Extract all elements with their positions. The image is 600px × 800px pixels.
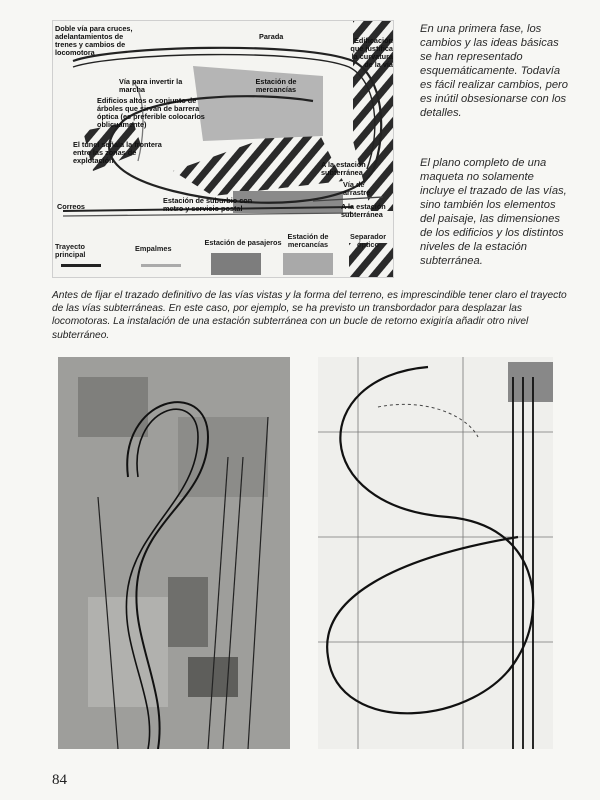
- label-doble-via: Doble vía para cruces, adelantamientos de trenes y cambios de locomotora: [55, 24, 133, 57]
- label-a-estacion-sub-1: A la estación subterránea: [321, 160, 366, 177]
- terrain-patch: [178, 417, 268, 497]
- label-parada: Parada: [259, 32, 284, 41]
- legend-estacion-pasajeros: Estación de pasajeros: [204, 238, 282, 247]
- legend-swatch-trayecto: [61, 264, 101, 267]
- track-schematic-diagram: [52, 20, 394, 278]
- suburb-track-2: [63, 213, 353, 216]
- legend-swatch-pasajeros: [211, 253, 261, 275]
- building-block: [168, 577, 208, 647]
- label-tunel: El túnel señala la frontera entre las zonas de explotación: [73, 140, 162, 165]
- legend-separador-optico: Separador óptico: [349, 232, 387, 249]
- legend-swatch-empalmes: [141, 264, 181, 267]
- label-estacion-mercancias-map: Estación de mercancías: [255, 77, 297, 94]
- label-edificacion: Edificación que justifica la curvatura de la vía: [350, 36, 393, 69]
- legend-empalmes: Empalmes: [135, 244, 172, 253]
- label-correos: Correos: [57, 202, 85, 211]
- legend-swatch-mercancias: [283, 253, 333, 275]
- model-layout-svg: [58, 357, 290, 749]
- label-via-invertir: Vía para invertir la marcha: [119, 77, 183, 94]
- legend-trayecto-principal: Trayecto principal: [55, 242, 86, 259]
- plan-station-block: [508, 362, 553, 402]
- underground-track-plan: [318, 357, 553, 749]
- side-paragraph-1: En una primera fase, los cambios y las ideas básicas se han representado esquemáticamente. Todavía es fácil realizar cambios, pero es inútil obsesionarse con los detalles.: [420, 23, 568, 119]
- page-number: 84: [52, 772, 67, 788]
- label-via-arrastre: Vía de arrastre: [343, 180, 371, 197]
- label-estacion-suburbio: Estación de suburbio con metro y servicio postal: [163, 196, 253, 213]
- legend-estacion-mercancias: Estación de mercancías: [287, 232, 329, 249]
- underground-plan-svg: [318, 357, 553, 749]
- label-a-estacion-sub-2: A la estación subterránea: [341, 202, 386, 219]
- figure-caption: Antes de fijar el trazado definitivo de las vías vistas y la forma del terreno, es imprescindible tener claro el trayecto de las vías subterráneas. En este caso, por ejemplo, se ha previsto un transbordador para desplazar las locomotoras. La instalación de una estación subterránea con un bucle de retorno exigiría añadir otro nivel subterráneo.: [52, 290, 567, 341]
- model-layout-photo: [58, 357, 290, 749]
- side-paragraph-2: El plano completo de una maqueta no solamente incluye el trazado de las vías, sino también los elementos del paisaje, las dimensiones de los edificios y los distintos niveles de la estación subterránea.: [420, 157, 567, 267]
- label-edificios-altos: Edificios altos o conjunto de árboles que sirvan de barrera óptica (es preferible colocarlos oblicuamente): [97, 96, 205, 129]
